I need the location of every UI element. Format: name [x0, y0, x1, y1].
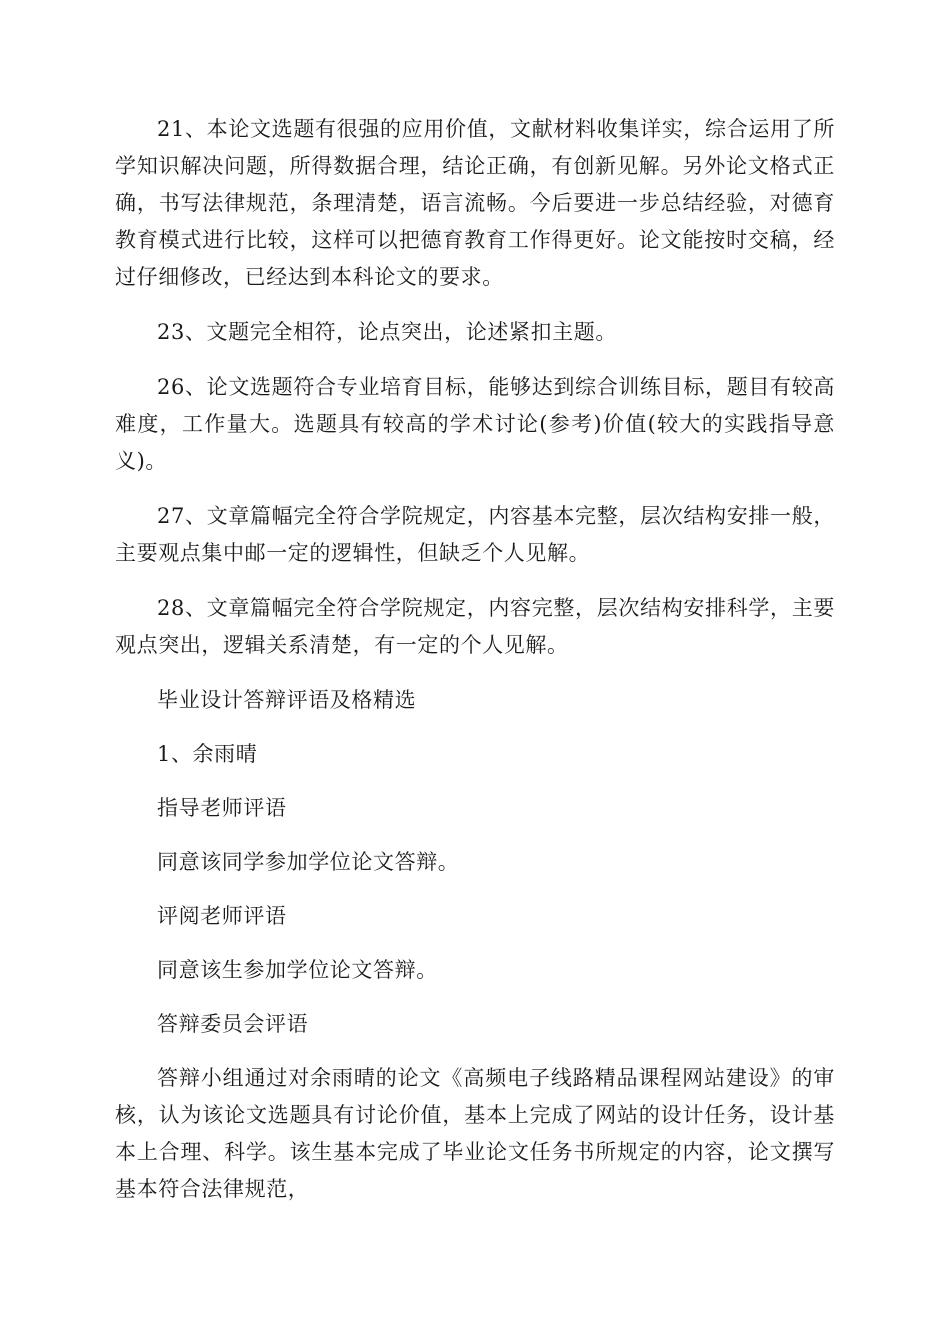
committee-comment-label: 答辩委员会评语 [157, 1012, 309, 1036]
paragraph-comment-26: 26、论文选题符合专业培育目标，能够达到综合训练目标，题目有较高难度，工作量大。选题具有较高的学术讨论(参考)价值(较大的实践指导意义)。 [115, 375, 835, 473]
paragraph-comment-23: 23、文题完全相符，论点突出，论述紧扣主题。 [157, 320, 617, 344]
document-body [115, 111, 835, 1226]
advisor-comment-text: 同意该同学参加学位论文答辩。 [157, 850, 460, 874]
paragraph-comment-21: 21、本论文选题有很强的应用价值，文献材料收集详实，综合运用了所学知识解决问题，所得数据合理，结论正确，有创新见解。另外论文格式正确，书写法律规范，条理清楚，语言流畅。今后要进一步总结经验，对德育教育模式进行比较，这样可以把德育教育工作得更好。论文能按时交稿，经过仔细修改，已经达到本科论文的要求。 [115, 117, 835, 289]
reviewer-comment-text: 同意该生参加学位论文答辩。 [157, 958, 438, 982]
student-item-heading: 1、余雨晴 [157, 742, 258, 766]
paragraph-comment-28: 28、文章篇幅完全符合学院规定，内容完整，层次结构安排科学，主要观点突出，逻辑关系清楚，有一定的个人见解。 [115, 596, 835, 657]
paragraph-comment-27: 27、文章篇幅完全符合学院规定，内容基本完整，层次结构安排一般，主要观点集中邮一定的逻辑性，但缺乏个人见解。 [115, 504, 835, 565]
reviewer-comment-label: 评阅老师评语 [157, 904, 287, 928]
advisor-comment-label: 指导老师评语 [157, 796, 287, 820]
section-heading: 毕业设计答辩评语及格精选 [157, 688, 417, 712]
committee-comment-text: 答辩小组通过对余雨晴的论文《高频电子线路精品课程网站建设》的审核，认为该论文选题具有讨论价值，基本上完成了网站的设计任务，设计基本上合理、科学。该生基本完成了毕业论文任务书所规定的内容，论文撰写基本符合法律规范， [115, 1066, 835, 1201]
